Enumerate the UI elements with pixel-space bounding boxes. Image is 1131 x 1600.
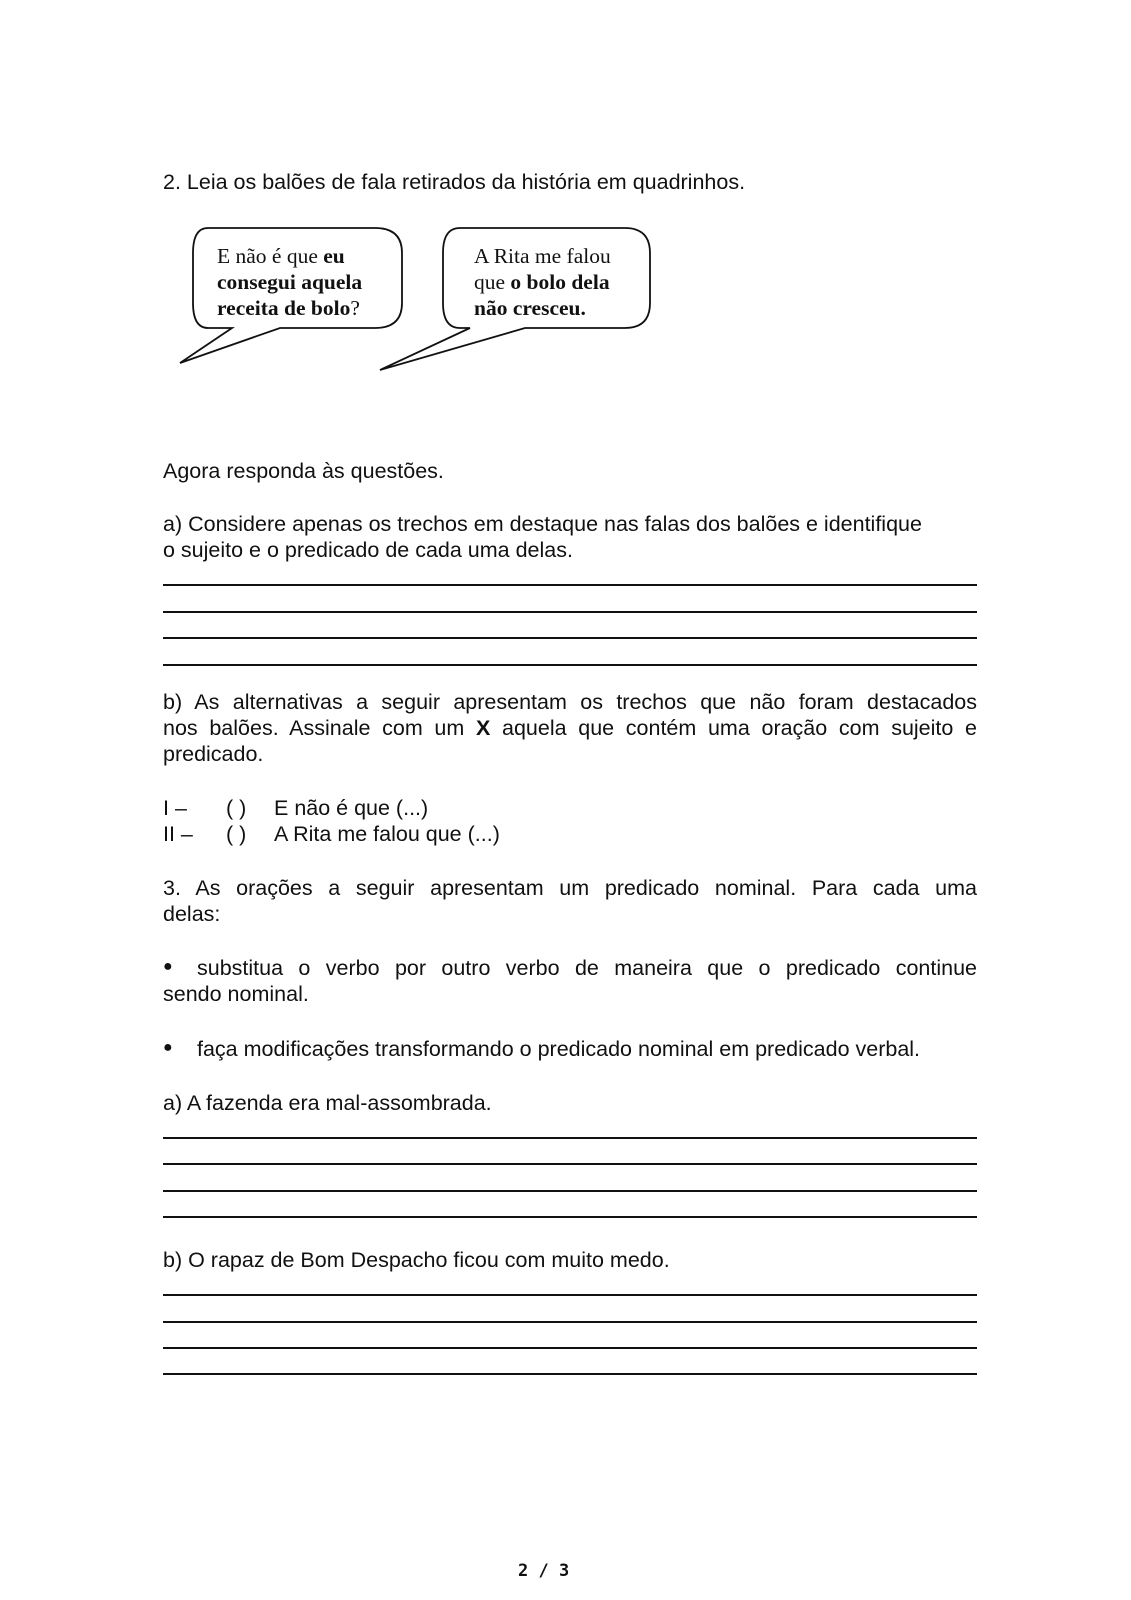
answer-line[interactable] [163,1137,977,1139]
answer-line[interactable] [163,637,977,639]
page-number: 2 / 3 [518,1561,570,1581]
question-2b-line-2: nos balões. Assinale com um X aquela que contém uma oração com sujeito e [163,716,977,740]
question-2a-line-1: a) Considere apenas os trechos em destaque nas falas dos balões e identifique [163,512,922,536]
question-3-line-2: delas: [163,902,221,926]
question-3b: b) O rapaz de Bom Despacho ficou com muito medo. [163,1248,670,1272]
instruction: Agora responda às questões. [163,459,444,483]
answer-line[interactable] [163,664,977,666]
option-numeral: I – [163,796,187,820]
question-2b-line-1: b) As alternativas a seguir apresentam os trechos que não foram destacados [163,690,977,714]
question-2b-line-3: predicado. [163,742,264,766]
answer-line[interactable] [163,1163,977,1165]
answer-line[interactable] [163,1373,977,1375]
bullet-1-line-1: substitua o verbo por outro verbo de maneira que o predicado continue [197,956,977,980]
option-checkbox[interactable]: ( ) [226,822,247,846]
option-checkbox[interactable]: ( ) [226,796,247,820]
answer-line[interactable] [163,1190,977,1192]
bullet-icon: ● [163,958,173,975]
speech-balloon-1-text: E não é que eu consegui aquela receita de bolo? [217,244,363,320]
question-2a-line-2: o sujeito e o predicado de cada uma delas. [163,538,573,562]
answer-line[interactable] [163,1294,977,1296]
bullet-2: faça modificações transformando o predicado nominal em predicado verbal. [197,1037,921,1061]
question-2-heading: 2. Leia os balões de fala retirados da história em quadrinhos. [163,170,746,194]
option-text: A Rita me falou que (...) [274,822,500,846]
answer-line[interactable] [163,1347,977,1349]
option-text: E não é que (...) [274,796,429,820]
question-3a: a) A fazenda era mal-assombrada. [163,1091,492,1115]
question-3-line-1: 3. As orações a seguir apresentam um predicado nominal. Para cada uma [163,876,977,900]
answer-line[interactable] [163,584,977,586]
answer-line[interactable] [163,1321,977,1323]
answer-line[interactable] [163,1216,977,1218]
option-numeral: II – [163,822,193,846]
speech-balloon-2-text: A Rita me falou que o bolo dela não cresceu. [474,244,611,320]
answer-line[interactable] [163,611,977,613]
bullet-icon: ● [163,1039,173,1056]
bullet-1-line-2: sendo nominal. [163,982,309,1006]
